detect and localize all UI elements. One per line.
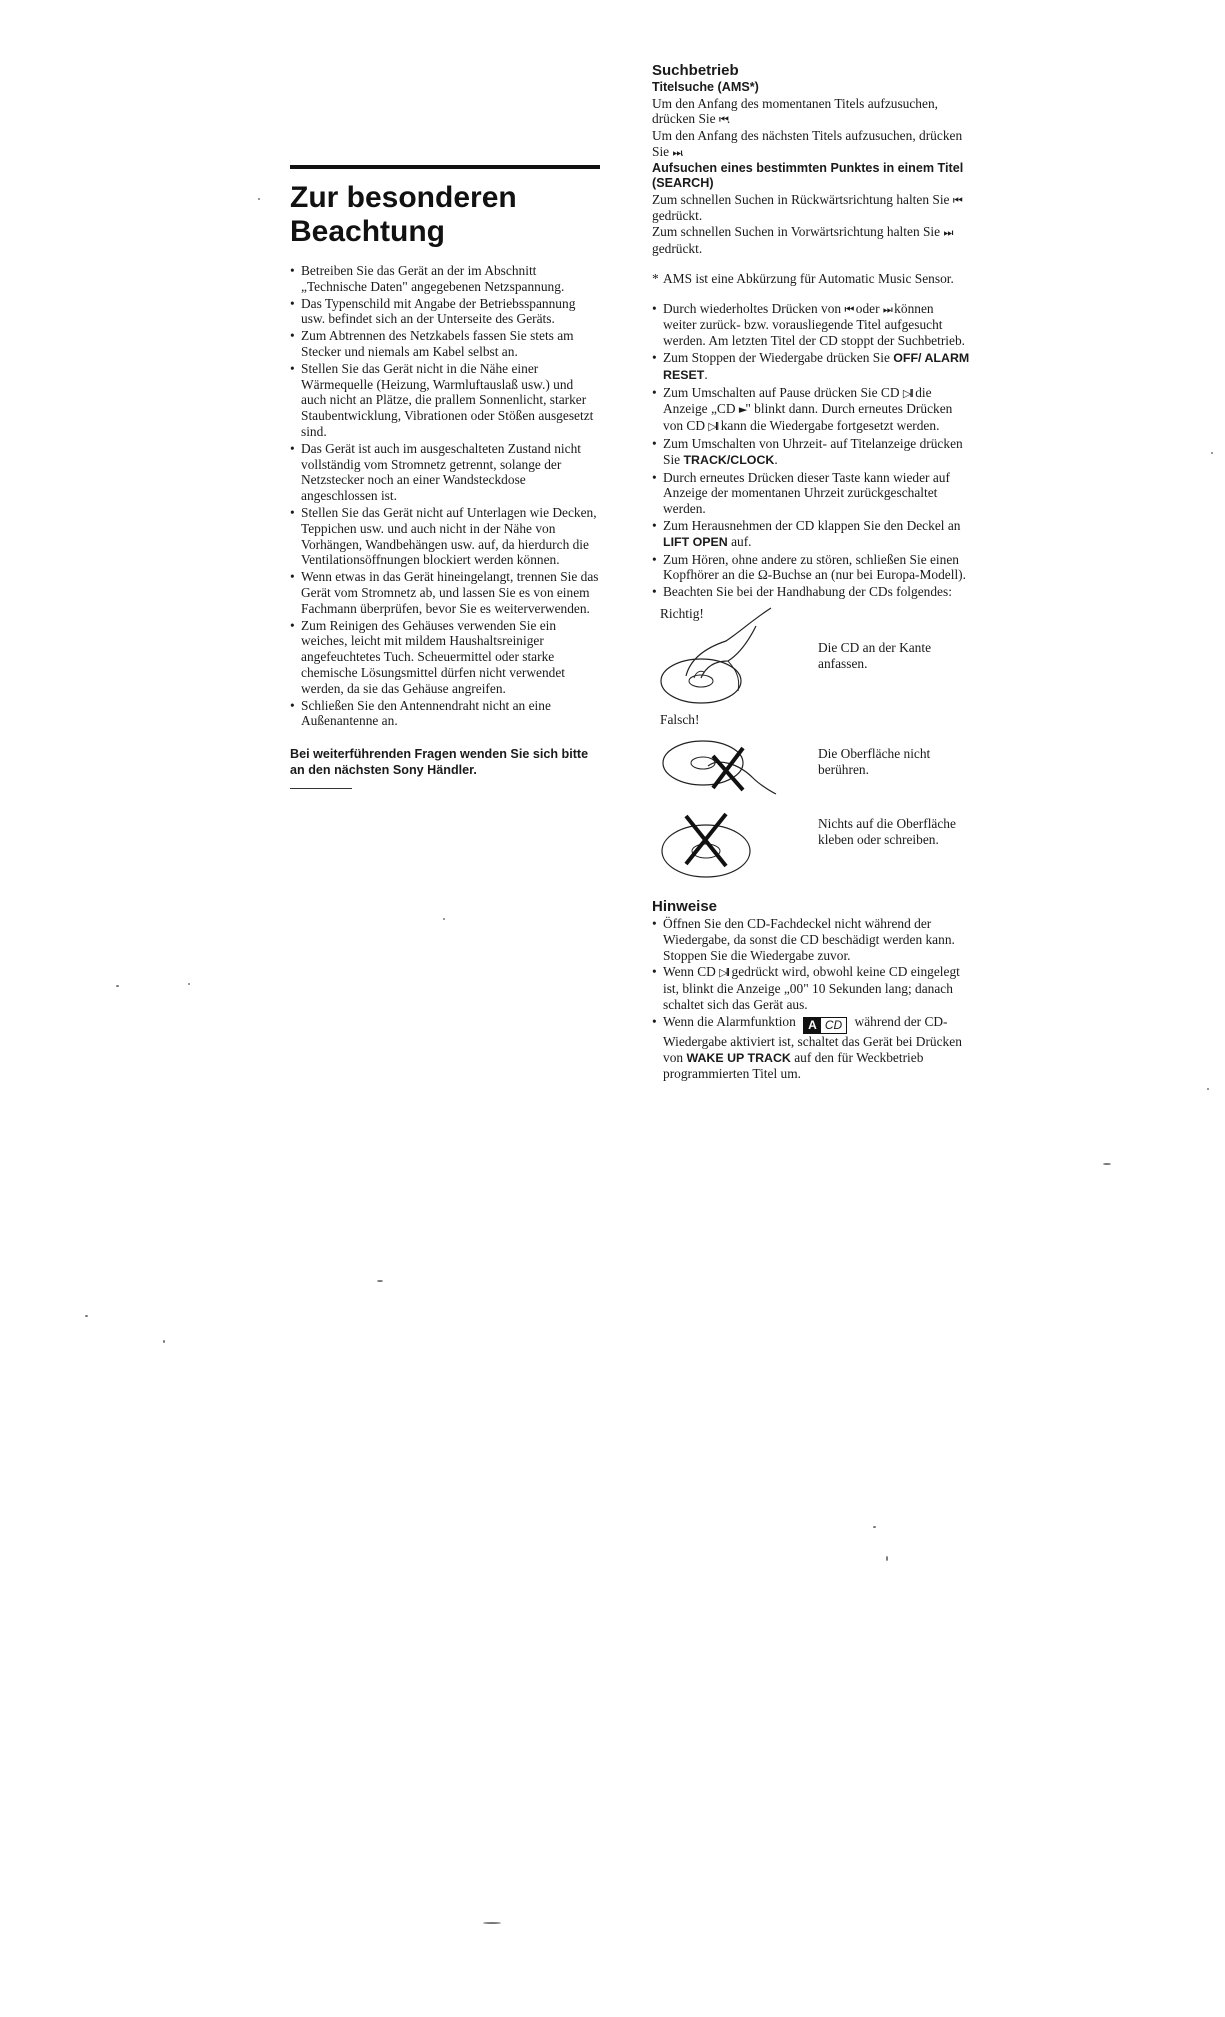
alarm-cd-indicator-icon [803, 1017, 847, 1034]
scan-speck [1207, 1088, 1209, 1090]
hinweise-list [652, 916, 970, 1082]
play-icon: ► [738, 403, 746, 417]
section-heading-suchbetrieb: Suchbetrieb [652, 62, 739, 79]
alarm-indicator-cd: CD [824, 1017, 843, 1032]
end-rule [290, 788, 352, 789]
prev-track-icon: ⏮ [718, 113, 727, 127]
right-column [652, 62, 970, 1083]
b6-text-b: auf. [731, 533, 752, 549]
list-item [652, 301, 970, 349]
caption-wrong-touch: Die Oberfläche nicht berühren. [818, 746, 931, 777]
play-pause-icon: ▷II [902, 386, 912, 400]
ams-footnote: * AMS ist eine Abkürzung für Automatic Music Sensor. [652, 270, 954, 286]
scan-speck [1103, 1163, 1111, 1165]
ams-text-1: Um den Anfang des momentanen Titels aufzusuchen, drücken Sie [652, 95, 938, 127]
list-item: • Das Gerät ist auch im ausgeschalteten Zustand nicht vollständig vom Stromnetz getrennt, solange der Netzstecker noch an einer Wandsteckdose angeschlossen ist. [290, 441, 600, 504]
b1-text-a: Durch wiederholtes Drücken von [663, 300, 842, 316]
off-alarm-reset-key: OFF/ ALARM RESET [663, 351, 970, 382]
b3-text-d: kann die Wiedergabe fortgesetzt werden. [720, 418, 940, 434]
scan-speck [443, 918, 445, 920]
list-item [652, 964, 970, 1012]
section-heading-hinweise: Hinweise [652, 898, 718, 916]
scan-speck [886, 1556, 888, 1561]
scan-speck [116, 985, 119, 987]
ams-footnote-text: AMS ist eine Abkürzung für Automatic Music Sensor. [663, 270, 954, 286]
list-item: • Beachten Sie bei der Handhabung der CDs folgendes: [652, 584, 970, 600]
list-item [652, 385, 970, 435]
scan-speck [873, 1526, 876, 1528]
prev-track-icon: ⏮ [952, 193, 961, 207]
scan-speck [1211, 452, 1213, 454]
scan-speck [188, 983, 190, 985]
scan-speck [163, 1340, 165, 1343]
page-title [290, 181, 600, 249]
b4-text: Zum Umschalten von Uhrzeit- auf Titelanzeige drücken Sie [663, 436, 963, 467]
title-line-1: Zur besonderen [290, 181, 517, 214]
search-paragraph-1 [652, 192, 970, 225]
scan-speck [377, 1280, 383, 1282]
list-item [652, 1014, 970, 1082]
cd-no-sticker-icon [656, 806, 786, 886]
closing-note: Bei weiterführenden Fragen wenden Sie sich bitte an den nächsten Sony Händler. [290, 747, 589, 777]
scan-speck [258, 198, 260, 200]
search-text-2b: gedrückt. [652, 241, 703, 257]
b1-text-b: oder [855, 300, 880, 316]
list-item: • Wenn etwas in das Gerät hineingelangt, trennen Sie das Gerät vom Stromnetz ab, und lassen Sie es von einem Fachmann überprüfen, bevor Sie es weiterverwenden. [290, 569, 600, 616]
alarm-indicator-a: A [804, 1018, 821, 1033]
list-item: • Zum Reinigen des Gehäuses verwenden Sie ein weiches, leicht mit mildem Haushaltsreiniger angefeuchtetes Tuch. Scheuermittel oder starke chemische Lösungsmittel dürfen nicht verwendet werden, da sie das Gehäuse angreifen. [290, 618, 600, 697]
list-item: • Durch erneutes Drücken dieser Taste kann wieder auf Anzeige der momentanen Uhrzeit zurückgeschaltet werden. [652, 470, 970, 517]
list-item: • Zum Stoppen der Wiedergabe drücken Sie OFF/ ALARM RESET. [652, 350, 970, 384]
cd-correct-hold-icon [656, 606, 786, 716]
next-track-icon: ⏭ [882, 302, 891, 316]
ams-paragraph-1: Um den Anfang des momentanen Titels aufzusuchen, drücken Sie ⏮. [652, 95, 938, 127]
scan-speck [483, 1922, 501, 1924]
label-richtig: Richtig! [660, 606, 704, 622]
headphone-icon: Ω [757, 567, 768, 583]
scan-speck [85, 1315, 88, 1317]
h2-text-a: Wenn CD [663, 964, 716, 980]
caption-no-sticker: Nichts auf die Oberfläche kleben oder schreiben. [818, 816, 956, 847]
hinweise-section [652, 898, 970, 1082]
label-falsch: Falsch! [660, 712, 700, 728]
b3-text-b: die Anzeige „CD [663, 384, 932, 417]
next-track-icon: ⏭ [672, 145, 681, 159]
prev-track-icon: ⏮ [844, 302, 853, 316]
b1-text-c: können weiter zurück- bzw. vorausliegende Titel aufgesucht werden. Am letzten Titel der CD stoppt der Suchbetrieb. [663, 300, 965, 349]
h3-text-a: Wenn die Alarmfunktion [663, 1013, 796, 1029]
safety-list [290, 263, 600, 729]
h2-text-b: gedrückt wird, obwohl keine CD eingelegt ist, blinkt die Anzeige „00" 10 Sekunden lang; danach schaltet sich das Gerät aus. [663, 964, 960, 1012]
cd-handling-illustration [652, 604, 970, 894]
play-pause-icon: ▷II [708, 420, 718, 434]
next-track-icon: ⏭ [943, 226, 952, 240]
list-item: • Stellen Sie das Gerät nicht in die Nähe einer Wärmequelle (Heizung, Warmluftauslaß usw.) und auch nicht an Plätze, die prallem Sonnenlicht, starker Staubentwicklung, Vibrationen oder Stößen ausgesetzt sind. [290, 361, 600, 440]
title-rule [290, 165, 600, 169]
b7-text-b: -Buchse an (nur bei Europa-Modell). [767, 567, 966, 583]
search-text-1a: Zum schnellen Suchen in Rückwärtsrichtung halten Sie [652, 191, 950, 207]
list-item: • Zum Abtrennen des Netzkabels fassen Sie stets am Stecker und niemals am Kabel selbst an. [290, 328, 600, 360]
b3-text-c: " blinkt dann. Durch erneutes Drücken von CD [663, 401, 953, 434]
left-column [290, 165, 600, 789]
list-item [652, 552, 970, 584]
list-item: • Das Typenschild mit Angabe der Betriebsspannung usw. befindet sich an der Unterseite des Geräts. [290, 296, 600, 328]
title-line-2: Beachtung [290, 215, 446, 248]
list-item [652, 518, 970, 551]
ams-text-2: Um den Anfang des nächsten Titels aufzusuchen, drücken Sie [652, 128, 963, 159]
subheading-ams: Titelsuche (AMS*) [652, 80, 759, 94]
track-clock-key: TRACK/CLOCK [683, 452, 775, 467]
ams-paragraph-2: Um den Anfang des nächsten Titels aufzusuchen, drücken Sie ⏭. [652, 128, 963, 159]
search-text-1b: gedrückt. [652, 208, 703, 224]
h3-text-b: während der CD-Wiedergabe aktiviert ist, schaltet das Gerät bei Drücken von [663, 1013, 962, 1065]
subheading-search: Aufsuchen eines bestimmten Punktes in einem Titel (SEARCH) [652, 160, 964, 191]
cd-wrong-touch-icon [658, 728, 788, 798]
search-paragraph-2 [652, 224, 970, 257]
b6-text-a: Zum Herausnehmen der CD klappen Sie den Deckel an [663, 518, 961, 534]
list-item: • Stellen Sie das Gerät nicht auf Unterlagen wie Decken, Teppichen usw. und auch nicht in der Nähe von Vorhängen, Wandbehängen usw. auf, da hierdurch die Ventilationsöffnungen blockiert werden können. [290, 505, 600, 568]
b3-text-a: Zum Umschalten auf Pause drücken Sie CD [663, 384, 900, 400]
operation-list [652, 301, 970, 600]
lift-open-key: LIFT OPEN [663, 534, 728, 549]
caption-correct: Die CD an der Kante anfassen. [818, 640, 932, 671]
list-item: • Zum Umschalten von Uhrzeit- auf Titelanzeige drücken Sie TRACK/CLOCK. [652, 436, 970, 469]
list-item: • Öffnen Sie den CD-Fachdeckel nicht während der Wiedergabe, da sonst die CD beschädigt werden kann. Stoppen Sie die Wiedergabe zuvor. [652, 916, 970, 963]
b2-text: Zum Stoppen der Wiedergabe drücken Sie [663, 350, 890, 366]
list-item: • Schließen Sie den Antennendraht nicht an eine Außenantenne an. [290, 698, 600, 730]
b7-text-a: Zum Hören, ohne andere zu stören, schließen Sie einen Kopfhörer an die [663, 551, 959, 583]
wake-up-track-key: WAKE UP TRACK [686, 1050, 791, 1065]
list-item: • Betreiben Sie das Gerät an der im Abschnitt „Technische Daten" angegebenen Netzspannung. [290, 263, 600, 295]
h3-text-c: auf den für Weckbetrieb programmierten Titel um. [663, 1049, 924, 1082]
play-pause-icon: ▷II [719, 966, 729, 980]
search-text-2a: Zum schnellen Suchen in Vorwärtsrichtung halten Sie [652, 224, 941, 240]
